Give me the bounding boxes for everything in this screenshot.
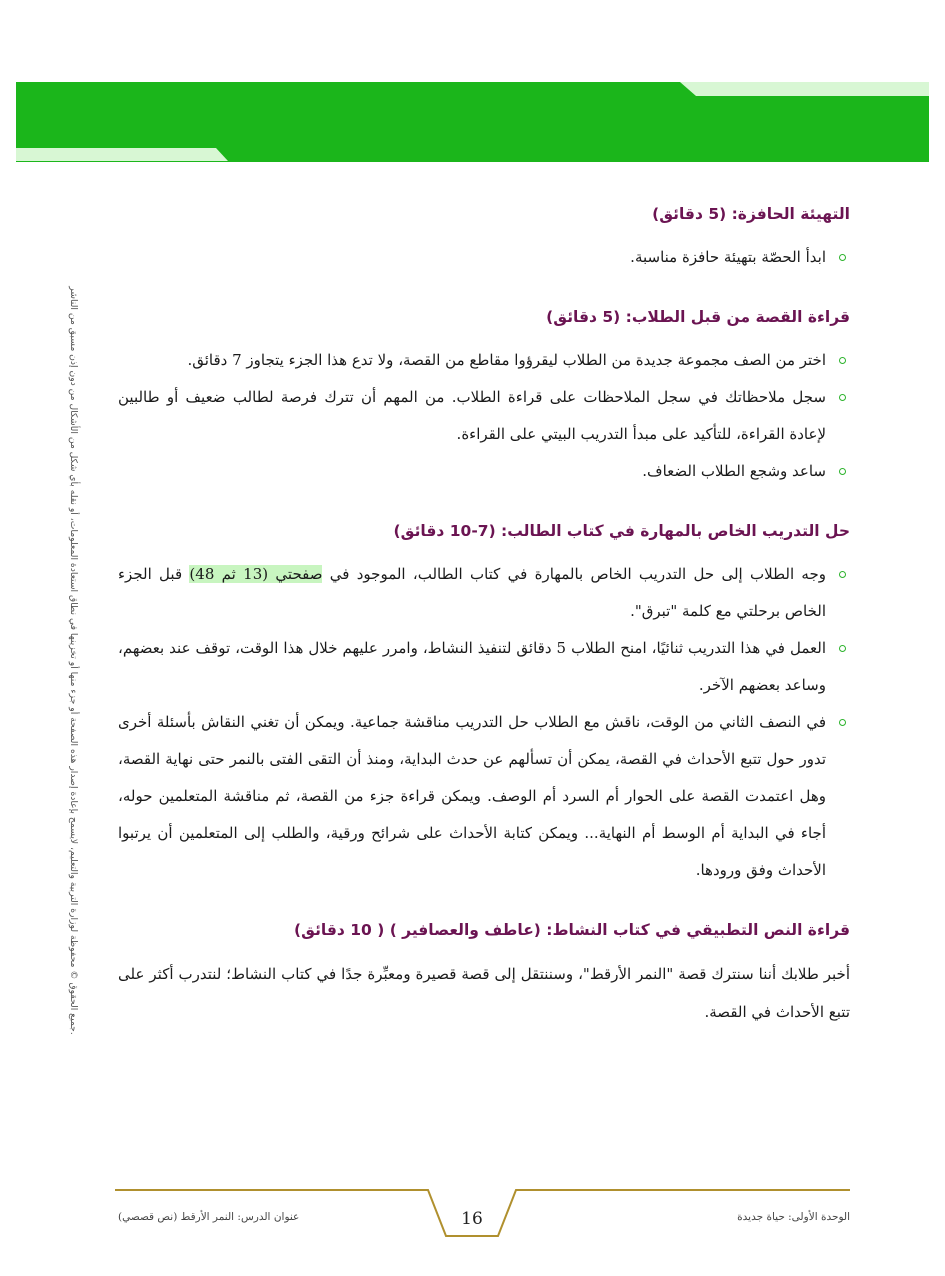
page-number: 16 xyxy=(461,1209,483,1229)
footer-unit-title: الوحدة الأولى: حياة جديدة xyxy=(737,1211,850,1223)
bullet-text-start: وجه الطلاب إلى حل التدريب الخاص بالمهارة في كتاب الطالب، الموجود في xyxy=(322,565,826,583)
footer-lesson-title: عنوان الدرس: النمر الأرقط (نص قصصي) xyxy=(118,1211,300,1223)
bullet-text-end: قبل الجزء الخاص برحلتي مع كلمة "تبرق". xyxy=(118,565,826,620)
copyright-side-note xyxy=(58,285,88,1035)
highlighted-page-reference: صفحتي (13 ثم 48) xyxy=(189,565,323,583)
section-student-reading xyxy=(118,306,850,490)
bullet-item: ساعد وشجع الطلاب الضعاف. xyxy=(118,453,850,490)
section-warmup xyxy=(118,203,850,276)
section-paragraph: أخبر طلابك أننا سنترك قصة "النمر الأرقط"، وسننتقل إلى قصة قصيرة ومعبِّرة جدًا في كتاب النشاط؛ لنتدرب أكثر على تتبع الأحداث في القصة. xyxy=(118,965,850,1021)
header-banner xyxy=(0,0,945,175)
section-applied-reading xyxy=(118,919,850,1031)
section-heading: التهيئة الحافزة: (5 دقائق) xyxy=(652,205,850,223)
bullet-list xyxy=(118,342,850,490)
section-skill-exercise xyxy=(118,520,850,889)
bullet-item: ابدأ الحصّة بتهيئة حافزة مناسبة. xyxy=(118,239,850,276)
bullet-item: في النصف الثاني من الوقت، ناقش مع الطلاب حل التدريب مناقشة جماعية. ويمكن أن تغني النقاش بأسئلة أخرى تدور حول تتبع الأحداث في القصة، يمكن أن تسألهم عن حدث البداية، ومنذ أن التقى الفتى بالنمر حتى نهاية القصة، وهل اعتمدت القصة على الحوار أم السرد أم الوصف. ويمكن قراءة جزء من القصة، ثم مناقشة المتعلمين حوله، أجاء في البداية أم الوسط أم النهاية... ويمكن كتابة الأحداث على شرائح ورقية، والطلب إلى المتعلمين أن يرتبوا الأحداث وفق ورودها. xyxy=(118,704,850,889)
lesson-content xyxy=(118,200,850,1031)
banner-light-strip-top xyxy=(680,82,929,96)
bullet-list xyxy=(118,556,850,889)
bullet-item: اختر من الصف مجموعة جديدة من الطلاب ليقرؤوا مقاطع من القصة، ولا تدع هذا الجزء يتجاوز 7 دقائق. xyxy=(118,342,850,379)
section-heading: قراءة القصة من قبل الطلاب: (5 دقائق) xyxy=(546,308,850,326)
copyright-text: جميع الحقوق © محفوظة لوزارة التربية والتعليم، لايسمح بإعادة إصدار هذه الصفحة أو جزء منها أو تخزينها في نطاق استعادة المعلومات، أو نقله بأي شكل من الأشكال من دون إذن مسبق من الناشر. xyxy=(67,285,79,1035)
section-heading: حل التدريب الخاص بالمهارة في كتاب الطالب: (7-10 دقائق) xyxy=(393,522,850,540)
bullet-item: العمل في هذا التدريب ثنائيًا، امنح الطلاب 5 دقائق لتنفيذ النشاط، وامرر عليهم خلال هذا الوقت، توقف عند بعضهم، وساعد بعضهم الآخر. xyxy=(118,630,850,704)
section-heading: قراءة النص التطبيقي في كتاب النشاط: (عاطف والعصافير ) ( 10 دقائق) xyxy=(294,921,850,939)
banner-light-strip-bottom xyxy=(16,148,228,161)
bullet-list xyxy=(118,239,850,276)
bullet-item: سجل ملاحظاتك في سجل الملاحظات على قراءة الطلاب. من المهم أن تترك فرصة لطالب ضعيف أو طالبين لإعادة القراءة، للتأكيد على مبدأ التدريب البيتي على القراءة. xyxy=(118,379,850,453)
bullet-item xyxy=(118,556,850,630)
